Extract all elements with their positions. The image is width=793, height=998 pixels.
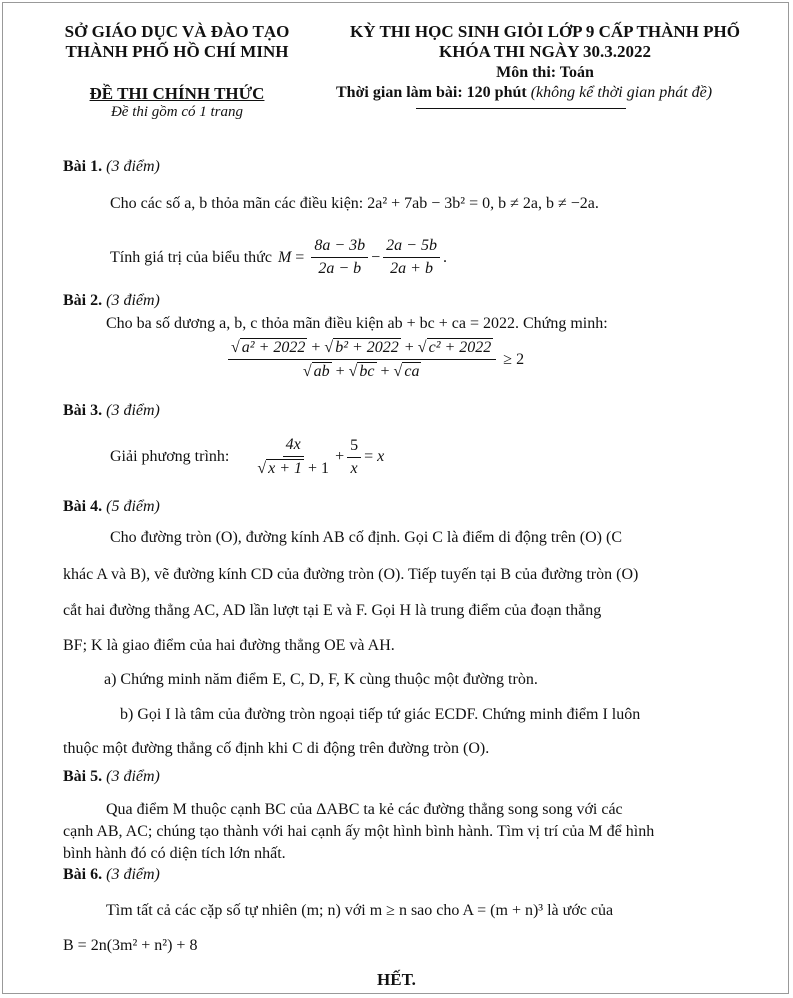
exam-name: KỲ THI HỌC SINH GIỎI LỚP 9 CẤP THÀNH PHỐ	[350, 22, 740, 41]
exam-time	[336, 84, 712, 102]
problem-3-equation: Giải phương trình: $\frac{4x}{√ x + 1 + 1}$ + $\frac{5}{x}$ = x	[110, 436, 385, 477]
problem-4-line-7: thuộc một đường thẳng cố định khi C di động trên đường tròn (O).	[63, 740, 490, 757]
problem-4-part-a: a) Chứng minh năm điểm E, C, D, F, K cùng thuộc một đường tròn.	[104, 671, 538, 688]
problem-6-heading: Bài 6. (3 điểm)	[63, 866, 160, 883]
city-name: THÀNH PHỐ HỒ CHÍ MINH	[65, 42, 289, 61]
problem-1-task: Tính giá trị của biểu thức	[110, 248, 272, 266]
problem-2-heading: Bài 2. (3 điểm)	[63, 292, 160, 309]
problem-2-inequality: $\frac{\text{√ a² + 2022 + √ b² + 2022 + √ c² + 2022}}{√ ab + √ bc + √ ca}$ ≥ 2	[225, 338, 524, 381]
problem-1-condition: Cho các số a, b thỏa mãn các điều kiện: 2a² + 7ab − 3b² = 0, b ≠ 2a, b ≠ −2a.	[110, 195, 599, 212]
time-label: Thời gian làm bài: 120 phút	[336, 84, 527, 101]
official-exam-label: ĐỀ THI CHÍNH THỨC	[89, 84, 265, 103]
department-name: SỞ GIÁO DỤC VÀ ĐÀO TẠO	[64, 22, 290, 41]
problem-6-line-1: Tìm tất cả các cặp số tự nhiên (m; n) với m ≥ n sao cho A = (m + n)³ là ước của	[106, 902, 614, 919]
problem-5-line-2: cạnh AB, AC; chúng tạo thành với hai cạnh ấy một hình bình hành. Tìm vị trí của M để hình	[63, 823, 655, 840]
problem-2-condition: Cho ba số dương a, b, c thỏa mãn điều kiện ab + bc + ca = 2022. Chứng minh:	[106, 315, 608, 332]
problem-4-line-4: BF; K là giao điểm của hai đường thẳng OE và AH.	[63, 637, 395, 654]
problem-5-line-3: bình hành đó có diện tích lớn nhất.	[63, 845, 286, 862]
problem-5-line-1: Qua điểm M thuộc cạnh BC của ΔABC ta kẻ các đường thẳng song song với các	[106, 801, 623, 818]
header-rule	[416, 108, 626, 109]
end-marker: HẾT.	[377, 970, 416, 989]
problem-4-heading: Bài 4. (5 điểm)	[63, 498, 160, 515]
problem-4-line-1: Cho đường tròn (O), đường kính AB cố định. Gọi C là điểm di động trên (O) (C	[110, 529, 622, 546]
problem-5-heading: Bài 5. (3 điểm)	[63, 768, 160, 785]
problem-4-line-2: khác A và B), vẽ đường kính CD của đường tròn (O). Tiếp tuyến tại B của đường tròn (O)	[63, 566, 639, 583]
problem-6-line-2: B = 2n(3m² + n²) + 8	[63, 937, 198, 954]
time-note: (không kể thời gian phát đề)	[530, 84, 713, 101]
problem-3-heading: Bài 3. (3 điểm)	[63, 402, 160, 419]
exam-date: KHÓA THI NGÀY 30.3.2022	[438, 42, 652, 61]
page-count-note: Đề thi gồm có 1 trang	[110, 104, 244, 120]
problem-1-heading: Bài 1. (3 điểm)	[63, 158, 160, 175]
exam-subject: Môn thi: Toán	[496, 64, 594, 81]
problem-4-line-3: cắt hai đường thẳng AC, AD lần lượt tại E và F. Gọi H là trung điểm của đoạn thẳng	[63, 602, 602, 619]
problem-1-expression: Tính giá trị của biểu thức M = $\frac{8a - 3b}{2a - b}$ − $\frac{2a - 5b}{2a + b}$ .	[110, 237, 447, 277]
problem-4-part-b: b) Gọi I là tâm của đường tròn ngoại tiếp tứ giác ECDF. Chứng minh điểm I luôn	[120, 706, 641, 723]
